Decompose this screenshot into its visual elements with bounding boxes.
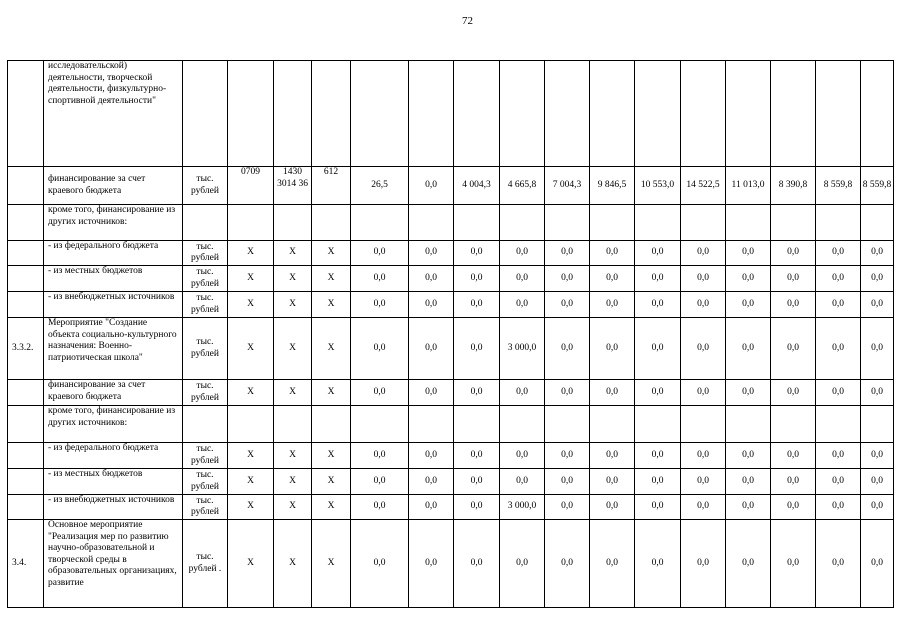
row-value: 0,0: [816, 292, 861, 318]
row-value: 0,0: [726, 241, 771, 266]
row-value: 0,0: [545, 266, 590, 292]
row-number: [8, 292, 44, 318]
row-value: [500, 61, 545, 167]
row-value: 0,0: [816, 520, 861, 608]
row-unit: тыс. рублей: [183, 167, 228, 205]
row-value: 0,0: [635, 495, 681, 520]
row-value: [590, 205, 635, 241]
row-value: 0,0: [816, 241, 861, 266]
row-value: 0,0: [681, 495, 726, 520]
row-value: 0,0: [726, 443, 771, 469]
row-code: [274, 406, 312, 443]
row-value: 0,0: [861, 266, 894, 292]
table-row: [8, 520, 894, 608]
table-row: [8, 292, 894, 318]
row-value: [771, 61, 816, 167]
row-code: [312, 205, 351, 241]
row-value: [409, 205, 454, 241]
row-value: 14 522,5: [681, 167, 726, 205]
row-value: 0,0: [409, 292, 454, 318]
row-value: [861, 406, 894, 443]
row-value: 0,0: [545, 292, 590, 318]
row-value: [816, 406, 861, 443]
row-value: [635, 61, 681, 167]
row-value: 0,0: [409, 495, 454, 520]
row-value: [351, 61, 409, 167]
row-value: [590, 61, 635, 167]
row-value: 0,0: [454, 495, 500, 520]
row-value: 0,0: [351, 241, 409, 266]
row-value: [816, 205, 861, 241]
row-code: 0709: [228, 167, 274, 205]
row-value: 0,0: [635, 380, 681, 406]
row-code: Х: [312, 380, 351, 406]
row-name: - из федерального бюджета: [44, 241, 183, 266]
row-value: 0,0: [409, 318, 454, 380]
row-code: Х: [228, 495, 274, 520]
row-value: 0,0: [590, 520, 635, 608]
row-value: 0,0: [771, 520, 816, 608]
row-number: [8, 406, 44, 443]
row-value: 0,0: [500, 443, 545, 469]
row-value: 0,0: [861, 318, 894, 380]
table-row: [8, 205, 894, 241]
row-unit: тыс. рублей: [183, 495, 228, 520]
row-code: Х: [312, 443, 351, 469]
row-name: - из местных бюджетов: [44, 266, 183, 292]
row-code: Х: [312, 520, 351, 608]
row-value: 0,0: [771, 241, 816, 266]
row-value: 0,0: [816, 380, 861, 406]
row-value: 0,0: [635, 292, 681, 318]
row-value: 0,0: [351, 443, 409, 469]
row-value: 0,0: [816, 266, 861, 292]
row-value: 7 004,3: [545, 167, 590, 205]
row-value: [545, 61, 590, 167]
row-code: [274, 205, 312, 241]
row-value: 0,0: [454, 266, 500, 292]
row-code: Х: [274, 443, 312, 469]
row-code: Х: [228, 241, 274, 266]
row-value: 0,0: [351, 469, 409, 495]
row-value: 3 000,0: [500, 318, 545, 380]
row-code: Х: [312, 318, 351, 380]
row-value: 0,0: [590, 318, 635, 380]
row-value: 3 000,0: [500, 495, 545, 520]
row-unit: тыс. рублей: [183, 266, 228, 292]
row-value: 0,0: [726, 495, 771, 520]
row-value: 0,0: [545, 469, 590, 495]
row-value: 0,0: [590, 380, 635, 406]
row-name: Мероприятие "Создание объекта социально-культурного назначения: Военно-патриотическая школа": [44, 318, 183, 380]
row-value: 9 846,5: [590, 167, 635, 205]
row-value: 0,0: [771, 292, 816, 318]
row-value: 0,0: [681, 292, 726, 318]
row-code: Х: [274, 292, 312, 318]
row-value: 8 390,8: [771, 167, 816, 205]
row-value: [816, 61, 861, 167]
row-value: 0,0: [635, 469, 681, 495]
row-code: [228, 406, 274, 443]
row-value: 0,0: [409, 443, 454, 469]
row-value: 0,0: [861, 443, 894, 469]
row-value: 0,0: [545, 318, 590, 380]
row-value: 4 004,3: [454, 167, 500, 205]
row-value: [500, 205, 545, 241]
row-value: 0,0: [454, 380, 500, 406]
row-value: [861, 61, 894, 167]
row-name: финансирование за счет краевого бюджета: [44, 380, 183, 406]
row-value: [726, 61, 771, 167]
row-code: Х: [228, 520, 274, 608]
row-value: [409, 406, 454, 443]
row-value: 0,0: [726, 469, 771, 495]
row-code: Х: [228, 318, 274, 380]
budget-table: [7, 60, 894, 608]
row-number: [8, 380, 44, 406]
table-row: [8, 167, 894, 205]
row-value: 0,0: [726, 520, 771, 608]
row-value: 0,0: [681, 318, 726, 380]
row-value: [726, 205, 771, 241]
row-value: 0,0: [681, 266, 726, 292]
table-row: [8, 469, 894, 495]
row-name: кроме того, финансирование из других источников:: [44, 205, 183, 241]
table-row: [8, 241, 894, 266]
row-number: [8, 241, 44, 266]
table-row: [8, 318, 894, 380]
row-number: [8, 61, 44, 167]
table-row: [8, 380, 894, 406]
row-value: [454, 406, 500, 443]
row-value: 0,0: [681, 520, 726, 608]
row-value: [635, 406, 681, 443]
row-value: 0,0: [500, 292, 545, 318]
row-code: Х: [228, 292, 274, 318]
row-code: Х: [274, 520, 312, 608]
row-value: 0,0: [590, 495, 635, 520]
row-value: 0,0: [861, 292, 894, 318]
row-value: 0,0: [409, 241, 454, 266]
table-row: [8, 443, 894, 469]
row-value: 10 553,0: [635, 167, 681, 205]
row-value: 0,0: [500, 241, 545, 266]
row-unit: [183, 205, 228, 241]
row-value: 0,0: [545, 520, 590, 608]
row-code: Х: [228, 443, 274, 469]
row-code: Х: [228, 266, 274, 292]
row-unit: тыс. рублей: [183, 443, 228, 469]
row-value: [681, 61, 726, 167]
row-value: 0,0: [635, 443, 681, 469]
row-value: 8 559,8: [861, 167, 894, 205]
row-code: [312, 406, 351, 443]
row-name: - из федерального бюджета: [44, 443, 183, 469]
row-value: 0,0: [681, 241, 726, 266]
row-value: 0,0: [771, 380, 816, 406]
row-value: 0,0: [590, 241, 635, 266]
table-row: [8, 266, 894, 292]
row-value: 0,0: [635, 318, 681, 380]
row-value: 0,0: [861, 520, 894, 608]
row-code: Х: [274, 241, 312, 266]
row-name: - из внебюджетных источников: [44, 495, 183, 520]
row-value: 0,0: [545, 495, 590, 520]
row-value: 0,0: [351, 318, 409, 380]
row-value: 0,0: [409, 380, 454, 406]
row-name: - из внебюджетных источников: [44, 292, 183, 318]
row-code: Х: [274, 469, 312, 495]
row-value: 0,0: [500, 520, 545, 608]
row-value: [454, 61, 500, 167]
row-value: 0,0: [454, 241, 500, 266]
row-code: Х: [312, 266, 351, 292]
row-value: 0,0: [816, 495, 861, 520]
row-value: 0,0: [454, 318, 500, 380]
row-code: Х: [312, 495, 351, 520]
row-value: [409, 61, 454, 167]
row-value: 0,0: [500, 469, 545, 495]
row-value: 8 559,8: [816, 167, 861, 205]
row-value: [771, 205, 816, 241]
row-name: - из местных бюджетов: [44, 469, 183, 495]
row-code: [312, 61, 351, 167]
row-value: 0,0: [454, 469, 500, 495]
row-value: [861, 205, 894, 241]
row-value: 0,0: [681, 443, 726, 469]
row-value: 0,0: [454, 520, 500, 608]
row-value: 0,0: [861, 469, 894, 495]
row-value: 0,0: [771, 266, 816, 292]
row-value: 0,0: [409, 167, 454, 205]
row-code: Х: [312, 292, 351, 318]
row-code: 612: [312, 167, 351, 205]
row-value: 0,0: [726, 266, 771, 292]
row-value: [590, 406, 635, 443]
row-value: 0,0: [681, 469, 726, 495]
row-code: Х: [228, 380, 274, 406]
row-unit: тыс. рублей: [183, 241, 228, 266]
row-value: 0,0: [409, 520, 454, 608]
row-name: финансирование за счет краевого бюджета: [44, 167, 183, 205]
row-unit: тыс. рублей .: [183, 520, 228, 608]
row-value: 0,0: [351, 520, 409, 608]
row-number: [8, 167, 44, 205]
row-value: 0,0: [726, 318, 771, 380]
row-name: Основное мероприятие "Реализация мер по развитию научно-образовательной и творческой среды в образовательных организациях, развитие: [44, 520, 183, 608]
row-value: 0,0: [816, 469, 861, 495]
row-value: 0,0: [590, 266, 635, 292]
row-code: [228, 205, 274, 241]
row-value: 11 013,0: [726, 167, 771, 205]
row-value: 4 665,8: [500, 167, 545, 205]
row-code: Х: [312, 469, 351, 495]
row-value: [545, 406, 590, 443]
row-value: [771, 406, 816, 443]
row-value: 0,0: [351, 495, 409, 520]
row-value: 0,0: [861, 380, 894, 406]
row-code: [274, 61, 312, 167]
row-code: Х: [274, 380, 312, 406]
table-row: [8, 495, 894, 520]
row-code: Х: [274, 495, 312, 520]
row-value: 0,0: [861, 495, 894, 520]
row-value: 0,0: [351, 292, 409, 318]
row-value: [681, 406, 726, 443]
row-value: 0,0: [726, 292, 771, 318]
row-number: [8, 495, 44, 520]
row-value: [545, 205, 590, 241]
row-code: Х: [274, 318, 312, 380]
row-number: [8, 266, 44, 292]
row-value: [681, 205, 726, 241]
row-value: 0,0: [500, 380, 545, 406]
table-row: [8, 406, 894, 443]
row-value: 0,0: [771, 495, 816, 520]
row-code: Х: [312, 241, 351, 266]
row-unit: [183, 61, 228, 167]
row-unit: тыс. рублей: [183, 380, 228, 406]
row-value: 0,0: [590, 292, 635, 318]
row-value: [351, 205, 409, 241]
row-number: [8, 443, 44, 469]
row-value: 0,0: [816, 318, 861, 380]
row-value: 0,0: [351, 380, 409, 406]
row-value: 0,0: [454, 292, 500, 318]
row-value: 0,0: [771, 318, 816, 380]
row-value: [635, 205, 681, 241]
row-number: [8, 469, 44, 495]
row-unit: тыс. рублей: [183, 469, 228, 495]
row-unit: тыс. рублей: [183, 292, 228, 318]
row-value: 0,0: [861, 241, 894, 266]
row-code: 1430 3014 36: [274, 167, 312, 205]
row-value: 0,0: [635, 241, 681, 266]
row-value: [500, 406, 545, 443]
row-unit: [183, 406, 228, 443]
row-value: 0,0: [454, 443, 500, 469]
row-value: 0,0: [409, 266, 454, 292]
row-name: кроме того, финансирование из других источников:: [44, 406, 183, 443]
row-value: [351, 406, 409, 443]
row-number: 3.4.: [8, 520, 44, 608]
row-value: 0,0: [545, 241, 590, 266]
row-number: 3.3.2.: [8, 318, 44, 380]
row-value: 0,0: [681, 380, 726, 406]
row-number: [8, 205, 44, 241]
row-unit: тыс. рублей: [183, 318, 228, 380]
row-value: 0,0: [635, 266, 681, 292]
row-value: 0,0: [590, 469, 635, 495]
row-code: Х: [228, 469, 274, 495]
row-value: 0,0: [771, 443, 816, 469]
row-value: 0,0: [816, 443, 861, 469]
row-value: 26,5: [351, 167, 409, 205]
row-value: 0,0: [351, 266, 409, 292]
row-value: 0,0: [635, 520, 681, 608]
row-name: исследовательской) деятельности, творческой деятельности, физкультурно-спортивной деятельности": [44, 61, 183, 167]
row-value: 0,0: [726, 380, 771, 406]
table-row: [8, 61, 894, 167]
row-value: 0,0: [545, 443, 590, 469]
row-value: 0,0: [590, 443, 635, 469]
page-number: 72: [462, 15, 473, 27]
row-value: [454, 205, 500, 241]
row-value: 0,0: [409, 469, 454, 495]
row-value: 0,0: [545, 380, 590, 406]
row-value: [726, 406, 771, 443]
row-code: Х: [274, 266, 312, 292]
row-code: [228, 61, 274, 167]
row-value: 0,0: [771, 469, 816, 495]
row-value: 0,0: [500, 266, 545, 292]
